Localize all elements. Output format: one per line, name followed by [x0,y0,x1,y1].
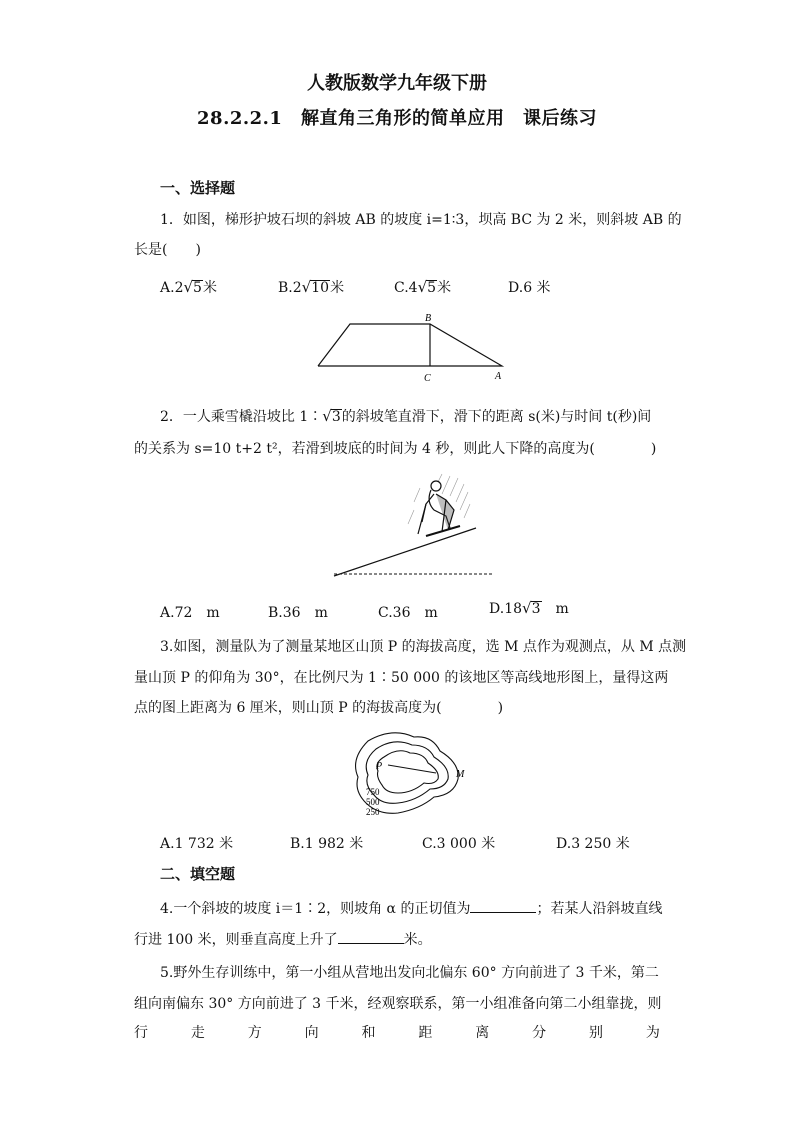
q2-option-d: D.18√3 m [489,599,569,617]
q4-text-line1: 4.一个斜坡的坡度 i＝1∶2，则坡角 α 的正切值为 ；若某人沿斜坡直线 [160,901,663,917]
q3-option-c: C.3 000 米 [422,836,496,852]
q2-option-b: B.36 m [268,605,328,621]
trapezoid-lines [318,324,502,366]
label-m: M [456,769,465,780]
q4-blank-1 [470,900,536,913]
label-750: 750 [366,787,380,797]
q3-text-line3: 点的图上距离为 6 厘米，则山顶 P 的海拔高度为( ) [134,700,504,716]
q3-option-a: A.1 732 米 [160,836,234,852]
q2-text-line2: 的关系为 s=10 t+2 t²，若滑到坡底的时间为 4 秒，则此人下降的高度为( ) [134,441,657,457]
q4-blank-2 [338,931,404,944]
q1-text-line1: 1．如图，梯形护坡石坝的斜坡 AB 的坡度 i=1∶3，坝高 BC 为 2 米，则斜坡 AB 的 [160,212,682,228]
q2-option-a: A.72 m [160,605,220,621]
q3-text-line1: 3.如图，测量队为了测量某地区山顶 P 的海拔高度，选 M 点作为观测点，从 M 点测 [160,639,687,655]
q3-text-line2: 量山顶 P 的仰角为 30°，在比例尺为 1∶50 000 的该地区等高线地形图上，量得这两 [134,670,669,686]
label-a: A [495,371,502,382]
q2-text-line1: 2．一人乘雪橇沿坡比 1∶√3的斜坡笔直滑下，滑下的距离 s(米)与时间 t(秒)间 [160,407,652,425]
q3-option-b: B.1 982 米 [290,836,364,852]
document-title: 人教版数学九年级下册 [307,73,487,94]
q5-text-line3: 行 走 方 向 和 距 离 分 别 为 [134,1025,660,1041]
q1-option-c: C.4√5米 [394,278,452,296]
section-heading-fill: 二、填空题 [160,865,236,883]
q5-text-line1: 5.野外生存训练中，第一小组从营地出发向北偏东 60° 方向前进了 3 千米，第二 [160,965,659,981]
label-p: P [376,761,383,772]
q1-option-b: B.2√10米 [278,278,345,296]
q1-trapezoid-figure [312,310,512,386]
q5-text-line2: 组向南偏东 30° 方向前进了 3 千米，经观察联系，第一小组准备向第二小组靠拢，则 [134,996,662,1012]
q2-option-c: C.36 m [378,605,438,621]
label-b: B [425,313,432,324]
slope-line [334,528,476,576]
q3-option-d: D.3 250 米 [556,836,630,852]
q1-option-d: D.6 米 [508,280,551,296]
pm-line [388,765,436,773]
section-heading-choice: 一、选择题 [160,179,236,197]
q3-contour-figure [348,727,474,821]
q1-text-line2: 长是( ) [134,242,201,258]
q1-option-a: A.2√5米 [160,278,217,296]
label-c: C [424,373,431,384]
label-500: 500 [366,797,380,807]
q2-skier-figure [330,470,500,582]
q4-text-line2: 行进 100 米，则垂直高度上升了 米。 [134,932,432,948]
trapezoid-outline [318,324,502,366]
label-250: 250 [366,807,380,817]
skier-person [418,481,454,534]
document-subtitle: 28.2.2.1 解直角三角形的简单应用 课后练习 [197,108,597,129]
